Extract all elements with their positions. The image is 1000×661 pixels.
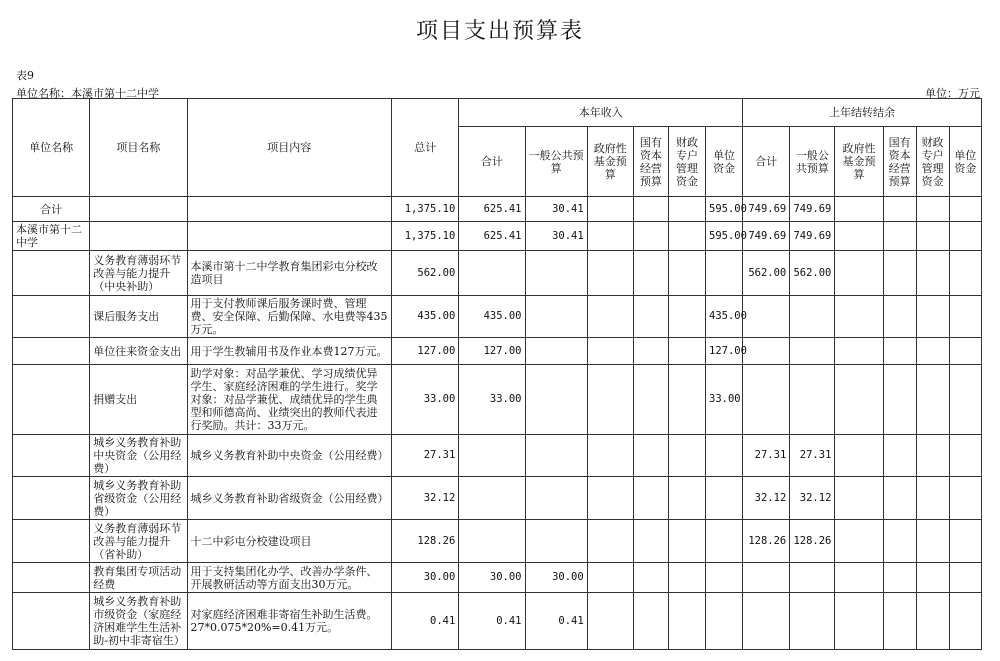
cell-current-income (633, 593, 668, 650)
cell-current-income (668, 563, 705, 593)
cell-current-income (525, 296, 587, 338)
cell-total: 128.26 (392, 520, 459, 563)
cell-prior-carryover (883, 593, 916, 650)
cell-total: 127.00 (392, 338, 459, 365)
cell-project-content: 城乡义务教育补助省级资金（公用经费） (187, 477, 392, 520)
header-prior-col: 财政专户管理资金 (916, 127, 949, 197)
cell-prior-carryover (790, 296, 835, 338)
cell-unit-name (13, 520, 90, 563)
cell-current-income (668, 435, 705, 477)
cell-unit-name (13, 435, 90, 477)
cell-prior-carryover: 749.69 (790, 197, 835, 222)
cell-current-income: 30.41 (525, 222, 587, 251)
cell-prior-carryover (743, 593, 790, 650)
cell-unit-name (13, 338, 90, 365)
cell-prior-carryover (743, 563, 790, 593)
cell-unit-name (13, 365, 90, 435)
cell-total: 30.00 (392, 563, 459, 593)
cell-current-income (633, 520, 668, 563)
cell-prior-carryover (790, 338, 835, 365)
cell-unit-name: 本溪市第十二中学 (13, 222, 90, 251)
cell-current-income (525, 477, 587, 520)
cell-project-content: 用于支付教师课后服务课时费、管理费、安全保障、后勤保障、水电费等435万元。 (187, 296, 392, 338)
cell-prior-carryover: 32.12 (790, 477, 835, 520)
cell-project-name: 义务教育薄弱环节改善与能力提升（省补助） (90, 520, 187, 563)
cell-prior-carryover: 749.69 (743, 197, 790, 222)
cell-prior-carryover (883, 520, 916, 563)
cell-current-income: 0.41 (459, 593, 525, 650)
cell-prior-carryover: 27.31 (743, 435, 790, 477)
cell-prior-carryover (883, 197, 916, 222)
cell-current-income (525, 520, 587, 563)
cell-total: 1,375.10 (392, 222, 459, 251)
cell-current-income: 33.00 (459, 365, 525, 435)
cell-project-content (187, 197, 392, 222)
cell-unit-name (13, 296, 90, 338)
header-prior-col: 政府性基金预算 (835, 127, 883, 197)
cell-project-content: 用于支持集团化办学、改善办学条件、开展教研活动等方面支出30万元。 (187, 563, 392, 593)
cell-prior-carryover (835, 197, 883, 222)
cell-total: 435.00 (392, 296, 459, 338)
cell-current-income: 30.00 (459, 563, 525, 593)
cell-current-income: 625.41 (459, 222, 525, 251)
cell-prior-carryover (835, 296, 883, 338)
cell-current-income (459, 477, 525, 520)
cell-unit-name (13, 593, 90, 650)
budget-table (12, 98, 982, 650)
cell-current-income (668, 222, 705, 251)
cell-prior-carryover (835, 520, 883, 563)
cell-prior-carryover (835, 593, 883, 650)
cell-current-income (587, 222, 633, 251)
cell-current-income (587, 197, 633, 222)
table-row (13, 251, 982, 296)
table-row (13, 477, 982, 520)
cell-prior-carryover (743, 296, 790, 338)
cell-prior-carryover (916, 338, 949, 365)
cell-project-content: 城乡义务教育补助中央资金（公用经费） (187, 435, 392, 477)
cell-total: 1,375.10 (392, 197, 459, 222)
cell-prior-carryover (949, 251, 981, 296)
cell-prior-carryover (883, 296, 916, 338)
header-current-col: 合计 (459, 127, 525, 197)
cell-current-income (668, 296, 705, 338)
cell-current-income: 0.41 (525, 593, 587, 650)
cell-current-income (525, 365, 587, 435)
table-row (13, 296, 982, 338)
cell-prior-carryover (949, 296, 981, 338)
header-current-income: 本年收入 (459, 99, 743, 127)
cell-prior-carryover (883, 251, 916, 296)
cell-current-income (668, 338, 705, 365)
cell-current-income: 625.41 (459, 197, 525, 222)
cell-current-income (587, 251, 633, 296)
cell-current-income (633, 296, 668, 338)
cell-prior-carryover (916, 563, 949, 593)
cell-prior-carryover: 749.69 (743, 222, 790, 251)
header-current-col: 单位资金 (706, 127, 743, 197)
cell-current-income: 127.00 (706, 338, 743, 365)
cell-prior-carryover (949, 563, 981, 593)
cell-prior-carryover (883, 435, 916, 477)
cell-current-income: 30.41 (525, 197, 587, 222)
header-current-col: 国有资本经营预算 (633, 127, 668, 197)
cell-prior-carryover (790, 563, 835, 593)
table-row (13, 593, 982, 650)
cell-prior-carryover: 562.00 (790, 251, 835, 296)
cell-project-name: 教育集团专项活动经费 (90, 563, 187, 593)
cell-current-income: 435.00 (706, 296, 743, 338)
cell-current-income (668, 593, 705, 650)
header-prior-col: 合计 (743, 127, 790, 197)
cell-prior-carryover (916, 222, 949, 251)
cell-total: 33.00 (392, 365, 459, 435)
cell-current-income (587, 563, 633, 593)
cell-prior-carryover (949, 520, 981, 563)
cell-prior-carryover: 749.69 (790, 222, 835, 251)
cell-prior-carryover (883, 222, 916, 251)
cell-prior-carryover (949, 222, 981, 251)
cell-current-income (706, 435, 743, 477)
cell-prior-carryover (790, 365, 835, 435)
cell-project-name: 课后服务支出 (90, 296, 187, 338)
cell-prior-carryover: 27.31 (790, 435, 835, 477)
cell-current-income (587, 296, 633, 338)
cell-project-name: 城乡义务教育补助中央资金（公用经费） (90, 435, 187, 477)
cell-current-income (633, 477, 668, 520)
cell-unit-name (13, 563, 90, 593)
cell-current-income (459, 520, 525, 563)
table-code: 表9 (16, 69, 34, 82)
cell-prior-carryover (916, 251, 949, 296)
cell-prior-carryover (916, 477, 949, 520)
cell-project-name: 捐赠支出 (90, 365, 187, 435)
cell-current-income (587, 593, 633, 650)
cell-unit-name: 合计 (13, 197, 90, 222)
cell-total: 0.41 (392, 593, 459, 650)
cell-current-income (587, 520, 633, 563)
cell-project-name: 城乡义务教育补助市级资金（家庭经济困难学生生活补助-初中非寄宿生） (90, 593, 187, 650)
cell-current-income (706, 563, 743, 593)
cell-current-income (587, 338, 633, 365)
header-unit-name: 单位名称 (13, 99, 90, 197)
cell-project-name: 单位往来资金支出 (90, 338, 187, 365)
cell-prior-carryover (916, 435, 949, 477)
header-prior-col: 国有资本经营预算 (883, 127, 916, 197)
cell-current-income (587, 435, 633, 477)
cell-prior-carryover (916, 365, 949, 435)
cell-current-income (587, 477, 633, 520)
cell-current-income: 30.00 (525, 563, 587, 593)
cell-current-income (587, 365, 633, 435)
cell-prior-carryover (835, 563, 883, 593)
cell-unit-name (13, 251, 90, 296)
money-unit-label: 单位：万元 (925, 87, 980, 100)
header-current-col: 财政专户管理资金 (668, 127, 705, 197)
cell-current-income (459, 251, 525, 296)
cell-current-income: 595.00 (706, 222, 743, 251)
cell-prior-carryover (835, 338, 883, 365)
cell-current-income (525, 338, 587, 365)
table-row (13, 435, 982, 477)
cell-total: 27.31 (392, 435, 459, 477)
cell-current-income (525, 251, 587, 296)
table-row (13, 365, 982, 435)
cell-prior-carryover (835, 251, 883, 296)
cell-unit-name (13, 477, 90, 520)
cell-current-income (668, 520, 705, 563)
table-row (13, 520, 982, 563)
cell-project-content (187, 222, 392, 251)
header-total: 总计 (392, 99, 459, 197)
cell-prior-carryover (949, 477, 981, 520)
cell-current-income (706, 251, 743, 296)
cell-project-name: 义务教育薄弱环节改善与能力提升（中央补助） (90, 251, 187, 296)
header-project-content: 项目内容 (187, 99, 392, 197)
cell-prior-carryover (883, 338, 916, 365)
cell-current-income (706, 520, 743, 563)
page-title: 项目支出预算表 (415, 19, 584, 44)
cell-prior-carryover (949, 197, 981, 222)
cell-current-income (706, 593, 743, 650)
cell-current-income (706, 477, 743, 520)
cell-current-income (668, 365, 705, 435)
cell-current-income: 595.00 (706, 197, 743, 222)
table-row (13, 222, 982, 251)
header-prior-carryover: 上年结转结余 (743, 99, 982, 127)
cell-current-income (633, 197, 668, 222)
cell-current-income (633, 338, 668, 365)
table-row (13, 197, 982, 222)
cell-project-name (90, 222, 187, 251)
header-prior-col: 单位资金 (949, 127, 981, 197)
cell-prior-carryover (916, 520, 949, 563)
header-current-col: 政府性基金预算 (587, 127, 633, 197)
cell-current-income: 127.00 (459, 338, 525, 365)
cell-prior-carryover: 562.00 (743, 251, 790, 296)
cell-prior-carryover: 32.12 (743, 477, 790, 520)
header-project-name: 项目名称 (90, 99, 187, 197)
cell-project-name (90, 197, 187, 222)
cell-project-content: 十二中彩屯分校建设项目 (187, 520, 392, 563)
cell-prior-carryover (883, 563, 916, 593)
cell-current-income (668, 477, 705, 520)
cell-current-income: 435.00 (459, 296, 525, 338)
cell-current-income (668, 251, 705, 296)
header-current-col: 一般公共预算 (525, 127, 587, 197)
cell-total: 32.12 (392, 477, 459, 520)
header-prior-col: 一般公共预算 (790, 127, 835, 197)
cell-prior-carryover (883, 477, 916, 520)
cell-prior-carryover (835, 435, 883, 477)
cell-project-content: 对家庭经济困难非寄宿生补助生活费。27*0.075*20%=0.41万元。 (187, 593, 392, 650)
cell-project-content: 用于学生教辅用书及作业本费127万元。 (187, 338, 392, 365)
cell-prior-carryover (743, 365, 790, 435)
table-row (13, 338, 982, 365)
cell-current-income (459, 435, 525, 477)
cell-current-income: 33.00 (706, 365, 743, 435)
cell-prior-carryover (835, 477, 883, 520)
cell-current-income (633, 563, 668, 593)
cell-project-content: 本溪市第十二中学教育集团彩屯分校改造项目 (187, 251, 392, 296)
cell-prior-carryover (949, 365, 981, 435)
cell-prior-carryover (949, 338, 981, 365)
cell-current-income (633, 251, 668, 296)
cell-current-income (633, 435, 668, 477)
cell-prior-carryover (883, 365, 916, 435)
cell-prior-carryover (949, 435, 981, 477)
cell-prior-carryover (916, 296, 949, 338)
cell-prior-carryover: 128.26 (790, 520, 835, 563)
cell-current-income (633, 365, 668, 435)
cell-current-income (633, 222, 668, 251)
cell-prior-carryover (790, 593, 835, 650)
cell-prior-carryover (835, 365, 883, 435)
cell-prior-carryover (916, 197, 949, 222)
cell-project-content: 助学对象：对品学兼优、学习成绩优异学生、家庭经济困难的学生进行。奖学对象：对品学兼优、成绩优异的学生典型和师德高尚、业绩突出的教师代表进行奖励。共计：33万元。 (187, 365, 392, 435)
cell-prior-carryover (835, 222, 883, 251)
cell-current-income (668, 197, 705, 222)
cell-prior-carryover (743, 338, 790, 365)
cell-total: 562.00 (392, 251, 459, 296)
cell-prior-carryover: 128.26 (743, 520, 790, 563)
unit-name-label: 单位名称：本溪市第十二中学 (16, 87, 159, 100)
cell-project-name: 城乡义务教育补助省级资金（公用经费） (90, 477, 187, 520)
cell-prior-carryover (916, 593, 949, 650)
cell-current-income (525, 435, 587, 477)
cell-prior-carryover (949, 593, 981, 650)
table-row (13, 563, 982, 593)
